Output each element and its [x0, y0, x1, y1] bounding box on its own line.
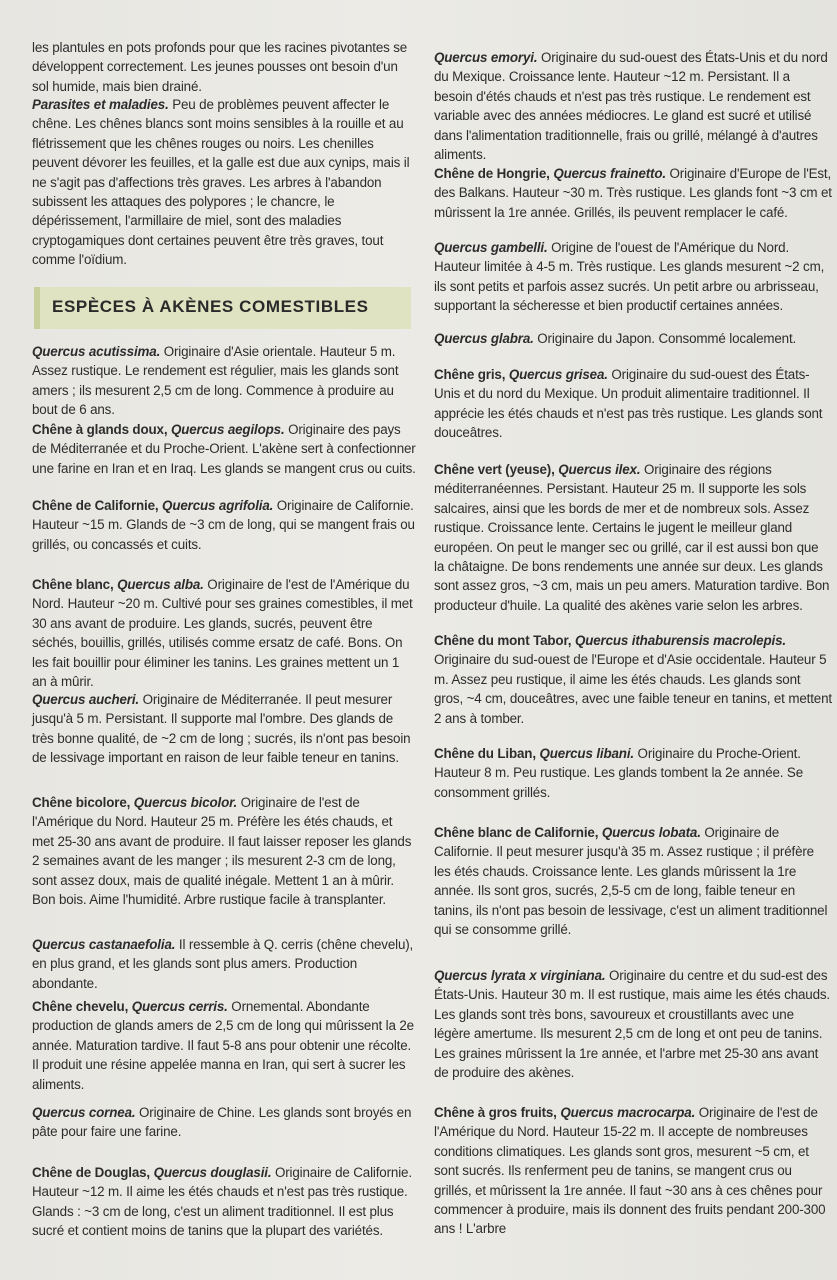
common-name: Chêne gris,: [434, 367, 509, 382]
species-entry: [32, 1103, 416, 1142]
species-entry: [32, 496, 416, 554]
latin-name: Quercus glabra.: [434, 331, 534, 346]
species-entry: [434, 329, 832, 348]
intro-paragraph: [32, 38, 416, 96]
entry-text: Originaire de Californie. Hauteur ~15 m. Glands de ~3 cm de long, qui se mangent frais ou grillés, ou concassés et cuits.: [32, 498, 415, 552]
entry-text: Ornemental. Abondante production de glands amers de 2,5 cm de long qui mûrissent la 2e année. Maturation tardive. Il faut 5-8 ans pour obtenir une récolte. Il produit une résine appelée manna en Iran, qui sert à sucrer les aliments.: [32, 999, 414, 1092]
latin-name: Quercus agrifolia.: [162, 498, 274, 513]
section-title: ESPÈCES À AKÈNES COMESTIBLES: [52, 297, 369, 316]
pests-text: Peu de problèmes peuvent affecter le chêne. Les chênes blancs sont moins sensibles à la rouille et au flétrissement que les chênes rouges ou noirs. Les chenilles peuvent dévorer les feuilles, et la galle est due aux cynips, mais il ne s'agit pas d'affections très graves. Les arbres à l'abandon subissent les attaques des polypores ; le chancre, le dépérissement, l'armillaire de miel, sont des maladies cryptogamiques dont certaines peuvent être très graves, tout comme l'oïdium.: [32, 97, 410, 268]
species-entry: [434, 460, 832, 615]
species-entry: [32, 1163, 416, 1241]
common-name: Chêne de Douglas,: [32, 1165, 154, 1180]
species-entry: [434, 966, 832, 1082]
entry-text: Originaire des régions méditerranéennes. Persistant. Hauteur 25 m. Il supporte les sols salcaires, ainsi que les bords de mer et de nombreux sols. Assez rustique. Croissance lente. Certains le jugent le meilleur gland européen. On peut le manger sec ou grillé, car il est aussi bon que la châtaigne. De bons rendements une année sur deux. Les glands sont assez gros, ~3 cm, mais un peu amers. Maturation tardive. Bon producteur d'huile. La qualité des akènes varie selon les arbres.: [434, 462, 830, 613]
latin-name: Quercus aucheri.: [32, 692, 140, 707]
latin-name: Quercus ilex.: [558, 462, 641, 477]
latin-name: Quercus cerris.: [131, 999, 228, 1014]
intro-text: les plantules en pots profonds pour que les racines pivotantes se développent correctement. Les jeunes pousses ont besoin d'un sol humide, mais bien drainé.: [32, 40, 408, 94]
entry-text: Originaire de Californie. Hauteur ~12 m. Il aime les étés chauds et n'est pas très rustique. Glands : ~3 cm de long, c'est un aliment traditionnel. Il est plus sucré et contient moins de tanins que la plupart des variétés.: [32, 1165, 412, 1239]
species-entry: [434, 823, 832, 939]
common-name: Chêne blanc,: [32, 577, 118, 592]
latin-name: Quercus macrocarpa.: [560, 1105, 696, 1120]
common-name: Chêne de Hongrie,: [434, 166, 554, 181]
entry-text: Il ressemble à Q. cerris (chêne chevelu), en plus grand, et les glands sont plus amers. Production abondante.: [32, 937, 414, 991]
common-name: Chêne chevelu,: [32, 999, 132, 1014]
latin-name: Quercus castanaefolia.: [32, 937, 176, 952]
latin-name: Quercus lobata.: [601, 825, 701, 840]
species-entry: [32, 935, 416, 993]
entry-text: Originaire de Chine. Les glands sont broyés en pâte pour faire une farine.: [32, 1105, 412, 1140]
common-name: Chêne bicolore,: [32, 795, 134, 810]
entry-text: Originaire du sud-ouest des États-Unis et du nord du Mexique. Croissance lente. Hauteur ~12 m. Persistant. Il a besoin d'étés chauds et n'est pas très rustique. Le rendement est variable avec des années médiocres. Le gland est sucré et utilisé dans l'alimentation traditionnelle, frais ou grillé, mélangé à d'autres aliments.: [434, 50, 828, 163]
species-entry: [434, 164, 832, 222]
entry-text: Originaire de Californie. Il peut mesurer jusqu'à 35 m. Assez rustique ; il préfère les étés chauds. Croissance lente. Les glands mûrissent la 1re année. Ils sont gros, sucrés, 2,5-5 cm de long, faible teneur en tanins, ils n'ont pas besoin de lessivage, c'est un aliment traditionnel qui se consomme grillé.: [434, 825, 828, 938]
latin-name: Quercus acutissima.: [32, 344, 161, 359]
latin-name: Quercus grisea.: [508, 367, 608, 382]
species-entry: [434, 238, 832, 316]
species-entry: [32, 575, 416, 691]
common-name: Chêne blanc de Californie,: [434, 825, 602, 840]
species-entry: [434, 48, 832, 164]
latin-name: Quercus alba.: [117, 577, 204, 592]
common-name: Chêne à gros fruits,: [434, 1105, 561, 1120]
entry-text: Originaire du Japon. Consommé localement.: [533, 331, 797, 346]
entry-text: Originaire du sud-ouest des États-Unis et du nord du Mexique. Un produit alimentaire traditionnel. Il apprécie les étés chauds et n'est pas très rustique. Les glands sont douceâtres.: [434, 367, 823, 441]
species-entry: [434, 744, 832, 802]
entry-text: Originaire de l'est de l'Amérique du Nord. Hauteur ~20 m. Cultivé pour ses graines comestibles, il met 30 ans avant de produire. Les glands, sucrés, peuvent être séchés, bouillis, grillés, utilisés comme ersatz de café. Bons. On les fait bouillir pour éliminer les tanins. Les graines mettent un 1 an à mûrir.: [32, 577, 413, 690]
entry-text: Originaire de Méditerranée. Il peut mesurer jusqu'à 5 m. Persistant. Il supporte mal l'ombre. Des glands de très bonne qualité, de ~2 cm de long ; sucrés, ils n'ont pas besoin de lessivage important en raison de leur faible teneur en tanins.: [32, 692, 411, 766]
common-name: Chêne de Californie,: [32, 498, 163, 513]
entry-text: Originaire d'Europe de l'Est, des Balkans. Hauteur ~30 m. Très rustique. Les glands font ~3 cm et mûrissent la 1re année. Grillés, ils peuvent remplacer le café.: [434, 166, 832, 220]
pests-paragraph: [32, 95, 416, 270]
entry-text: Originaire du Proche-Orient. Hauteur 8 m. Peu rustique. Les glands tombent la 2e année. Se consomment grillés.: [434, 746, 804, 800]
latin-name: Quercus cornea.: [32, 1105, 136, 1120]
entry-text: Originaire de l'est de l'Amérique du Nord. Hauteur 15-22 m. Il accepte de nombreuses conditions climatiques. Les glands sont gros, mesurent ~5 cm, et sont sucrés. Ils renferment peu de tanins, se mangent crus ou grillés, et mûrissent la 1re année. Il faut ~30 ans à ces chênes pour commencer à produire, mais ils donnent des fruits pendant 200-300 ans ! L'arbre: [434, 1105, 826, 1237]
entry-text: Origine de l'ouest de l'Amérique du Nord. Hauteur limitée à 4-5 m. Très rustique. Les glands mesurent ~2 cm, ils sont petits et parfois assez sucrés. Un petit arbre ou arbrisseau, supportant la sécheresse et bien productif certaines années.: [434, 240, 825, 314]
species-entry: [32, 690, 416, 768]
common-name: Chêne du mont Tabor,: [434, 633, 575, 648]
species-entry: [32, 793, 416, 909]
entry-text: Originaire d'Asie orientale. Hauteur 5 m. Assez rustique. Le rendement est régulier, mais les glands sont amers ; ils mesurent 2,5 cm de long. Commence à produire au bout de 6 ans.: [32, 344, 399, 418]
latin-name: Quercus libani.: [539, 746, 634, 761]
species-entry: [32, 342, 416, 420]
species-entry: [32, 997, 416, 1094]
latin-name: Quercus ithaburensis macrolepis.: [574, 633, 786, 648]
latin-name: Quercus aegilops.: [170, 422, 285, 437]
latin-name: Quercus lyrata x virginiana.: [434, 968, 606, 983]
latin-name: Quercus bicolor.: [133, 795, 238, 810]
species-entry: [434, 631, 832, 728]
species-entry: [434, 365, 832, 443]
entry-text: Originaire de l'est de l'Amérique du Nord. Hauteur 25 m. Préfère les étés chauds, et met 25-30 ans avant de produire. Il faut laisser reposer les glands 2 semaines avant de les manger ; ils mesurent 2-3 cm de long, sont assez doux, mais de qualité inégale. Mettent 1 an à mûrir. Bon bois. Aime l'humidité. Arbre rustique facile à transplanter.: [32, 795, 412, 908]
species-entry: [434, 1103, 832, 1239]
latin-name: Quercus gambelli.: [434, 240, 548, 255]
common-name: Chêne à glands doux,: [32, 422, 171, 437]
common-name: Chêne du Liban,: [434, 746, 540, 761]
pests-heading: Parasites et maladies.: [32, 97, 169, 112]
entry-text: Originaire des pays de Méditerranée et du Proche-Orient. L'akène sert à confectionner une farine en Iran et en Iraq. Les glands se mangent crus ou cuits.: [32, 422, 416, 476]
latin-name: Quercus frainetto.: [553, 166, 666, 181]
common-name: Chêne vert (yeuse),: [434, 462, 559, 477]
latin-name: Quercus douglasii.: [153, 1165, 272, 1180]
entry-text: Originaire du centre et du sud-est des États-Unis. Hauteur 30 m. Il est rustique, mais aime les étés chauds. Les glands sont très bons, savoureux et croustillants avec une légère amertume. Ils mesurent 2,5 cm de long et ont peu de tanins. Les graines mûrissent la 1re année, et l'arbre met 25-30 ans avant de produire des akènes.: [434, 968, 831, 1081]
section-banner: [34, 287, 411, 329]
entry-text: Originaire du sud-ouest de l'Europe et d'Asie occidentale. Hauteur 5 m. Assez peu rustique, il aime les étés chauds. Les glands sont gros, ~4 cm, douceâtres, avec une faible teneur en tanins, et mettent 2 ans à tomber.: [434, 652, 832, 726]
latin-name: Quercus emoryi.: [434, 50, 538, 65]
species-entry: [32, 420, 416, 478]
